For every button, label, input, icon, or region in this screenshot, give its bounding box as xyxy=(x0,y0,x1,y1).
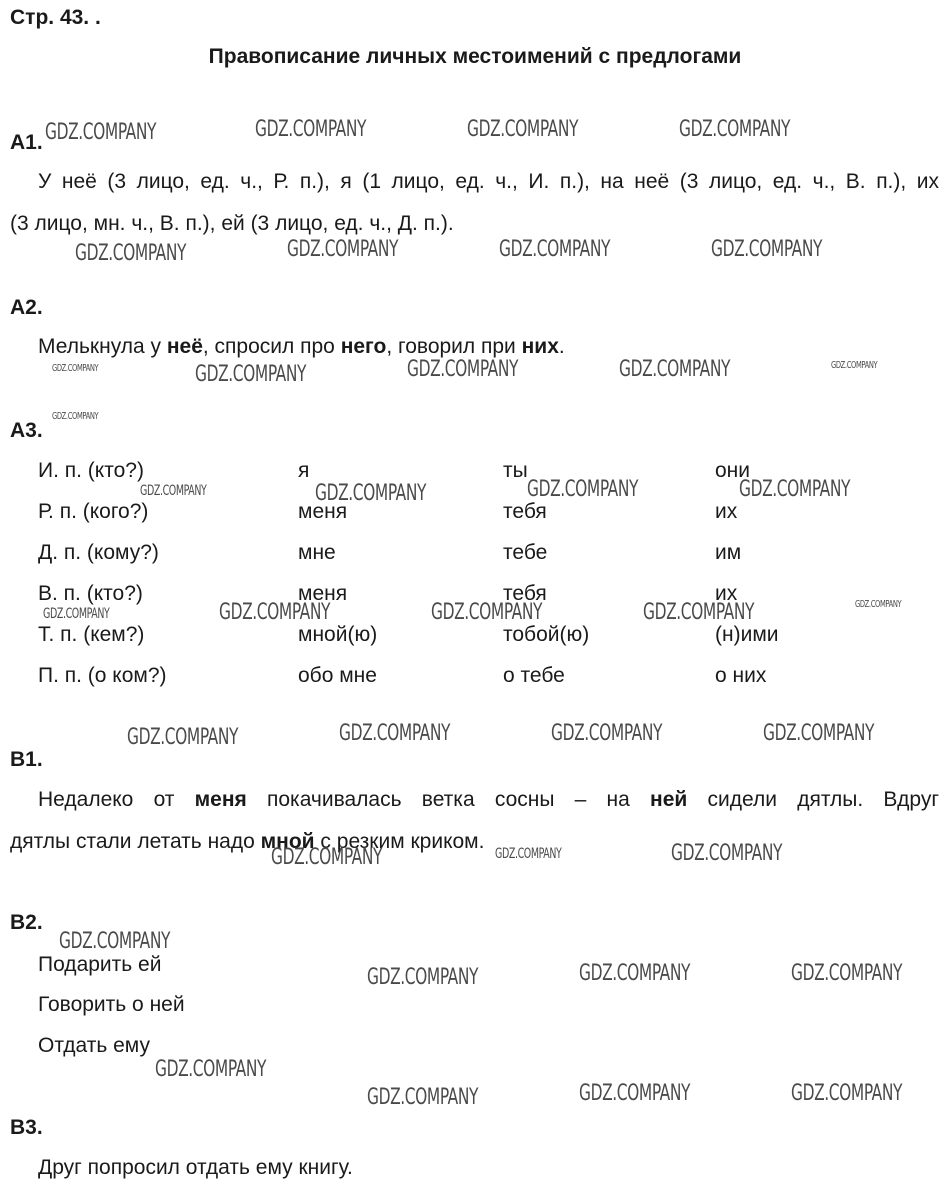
task-b3-text: Друг попросил отдать ему книгу. xyxy=(38,1156,353,1179)
page-number: Стр. 43. . xyxy=(10,6,101,29)
page-title: Правописание личных местоимений с предлогами xyxy=(208,45,742,68)
table-cell: В. п. (кто?) xyxy=(38,582,143,605)
watermark: GDZ.COMPANY xyxy=(140,483,207,499)
table-cell: тобой(ю) xyxy=(503,623,590,646)
task-b1-line-1 xyxy=(10,779,939,821)
watermark: GDZ.COMPANY xyxy=(495,846,562,862)
watermark: GDZ.COMPANY xyxy=(643,600,755,625)
watermark: GDZ.COMPANY xyxy=(75,241,187,266)
a2-bold-3: них xyxy=(521,335,559,358)
table-cell: Т. п. (кем?) xyxy=(38,623,145,646)
task-label-b2: В2. xyxy=(10,911,43,934)
list-item: Говорить о ней xyxy=(38,993,185,1016)
watermark: GDZ.COMPANY xyxy=(52,363,99,374)
table-cell: И. п. (кто?) xyxy=(38,459,144,482)
task-label-a3: А3. xyxy=(10,419,43,442)
a2-bold-1: неё xyxy=(166,335,203,358)
b1-bold-2: ней xyxy=(650,788,688,811)
watermark: GDZ.COMPANY xyxy=(367,965,479,990)
table-cell: о тебе xyxy=(503,664,565,687)
table-cell: мне xyxy=(298,541,336,564)
watermark: GDZ.COMPANY xyxy=(287,237,399,262)
table-cell: они xyxy=(715,459,751,482)
watermark: GDZ.COMPANY xyxy=(43,606,110,622)
table-cell: их xyxy=(715,582,738,605)
watermark: GDZ.COMPANY xyxy=(407,357,519,382)
watermark: GDZ.COMPANY xyxy=(499,237,611,262)
watermark: GDZ.COMPANY xyxy=(527,477,639,502)
watermark: GDZ.COMPANY xyxy=(195,362,307,387)
task-b1-line-2 xyxy=(10,821,939,863)
task-b1-text xyxy=(10,779,939,863)
a2-text-3: , говорил при xyxy=(386,335,522,358)
a2-text-4: . xyxy=(558,335,565,358)
task-a1-line-1: У неё (3 лицо, ед. ч., Р. п.), я (1 лицо, ед. ч., И. п.), на неё (3 лицо, ед. ч., В. п.), их xyxy=(38,170,939,193)
table-cell: меня xyxy=(298,500,348,523)
table-cell: Д. п. (кому?) xyxy=(38,541,159,564)
list-item: Подарить ей xyxy=(38,953,162,976)
b1-bold-1: меня xyxy=(194,788,247,811)
table-cell: о них xyxy=(715,664,767,687)
watermark: GDZ.COMPANY xyxy=(679,117,791,142)
watermark: GDZ.COMPANY xyxy=(367,1085,479,1110)
table-cell: мной(ю) xyxy=(298,623,378,646)
watermark: GDZ.COMPANY xyxy=(579,1081,691,1106)
watermark: GDZ.COMPANY xyxy=(619,357,731,382)
task-a1-text xyxy=(10,161,939,245)
list-item: Отдать ему xyxy=(38,1034,150,1057)
watermark: GDZ.COMPANY xyxy=(671,841,783,866)
b1-text-2: покачивалась ветка сосны – на xyxy=(246,788,651,811)
watermark: GDZ.COMPANY xyxy=(255,117,367,142)
watermark: GDZ.COMPANY xyxy=(315,481,427,506)
watermark: GDZ.COMPANY xyxy=(271,845,383,870)
watermark: GDZ.COMPANY xyxy=(855,599,902,610)
watermark: GDZ.COMPANY xyxy=(339,721,451,746)
watermark: GDZ.COMPANY xyxy=(831,360,878,371)
a2-text-1: Мелькнула у xyxy=(38,335,167,358)
watermark: GDZ.COMPANY xyxy=(791,961,903,986)
task-a2-text xyxy=(38,335,565,359)
watermark: GDZ.COMPANY xyxy=(431,600,543,625)
table-cell: тебя xyxy=(503,582,547,605)
watermark: GDZ.COMPANY xyxy=(551,721,663,746)
task-a1-line-2: (3 лицо, мн. ч., В. п.), ей (3 лицо, ед. ч., Д. п.). xyxy=(10,212,454,235)
watermark: GDZ.COMPANY xyxy=(219,600,331,625)
table-cell: им xyxy=(715,541,742,564)
table-cell: я xyxy=(298,459,310,482)
table-cell: их xyxy=(715,500,738,523)
watermark: GDZ.COMPANY xyxy=(52,411,99,422)
b1-text-1: Недалеко от xyxy=(38,788,195,811)
table-cell: тебя xyxy=(503,500,547,523)
watermark: GDZ.COMPANY xyxy=(763,721,875,746)
task-label-b3: В3. xyxy=(10,1116,43,1139)
watermark: GDZ.COMPANY xyxy=(579,961,691,986)
watermark: GDZ.COMPANY xyxy=(127,725,239,750)
watermark: GDZ.COMPANY xyxy=(45,120,157,145)
watermark: GDZ.COMPANY xyxy=(711,237,823,262)
table-cell: обо мне xyxy=(298,664,377,687)
table-cell: меня xyxy=(298,582,348,605)
table-cell: ты xyxy=(503,459,528,482)
table-cell: Р. п. (кого?) xyxy=(38,500,149,523)
watermark: GDZ.COMPANY xyxy=(59,929,171,954)
b1-bold-3: мной xyxy=(260,830,315,853)
task-label-a1: А1. xyxy=(10,131,43,154)
table-cell: тебе xyxy=(503,541,548,564)
a2-bold-2: него xyxy=(340,335,387,358)
watermark: GDZ.COMPANY xyxy=(791,1081,903,1106)
table-cell: П. п. (о ком?) xyxy=(38,664,167,687)
watermark: GDZ.COMPANY xyxy=(739,477,851,502)
watermark: GDZ.COMPANY xyxy=(467,117,579,142)
watermark: GDZ.COMPANY xyxy=(155,1057,267,1082)
task-label-b1: В1. xyxy=(10,748,43,771)
b1-text-4: дятлы стали летать надо xyxy=(10,830,261,853)
task-label-a2: А2. xyxy=(10,296,43,319)
b1-text-3: сидели дятлы. Вдруг xyxy=(687,788,940,811)
table-cell: (н)ими xyxy=(715,623,779,646)
b1-text-5: с резким криком. xyxy=(314,830,485,853)
a2-text-2: , спросил про xyxy=(202,335,341,358)
